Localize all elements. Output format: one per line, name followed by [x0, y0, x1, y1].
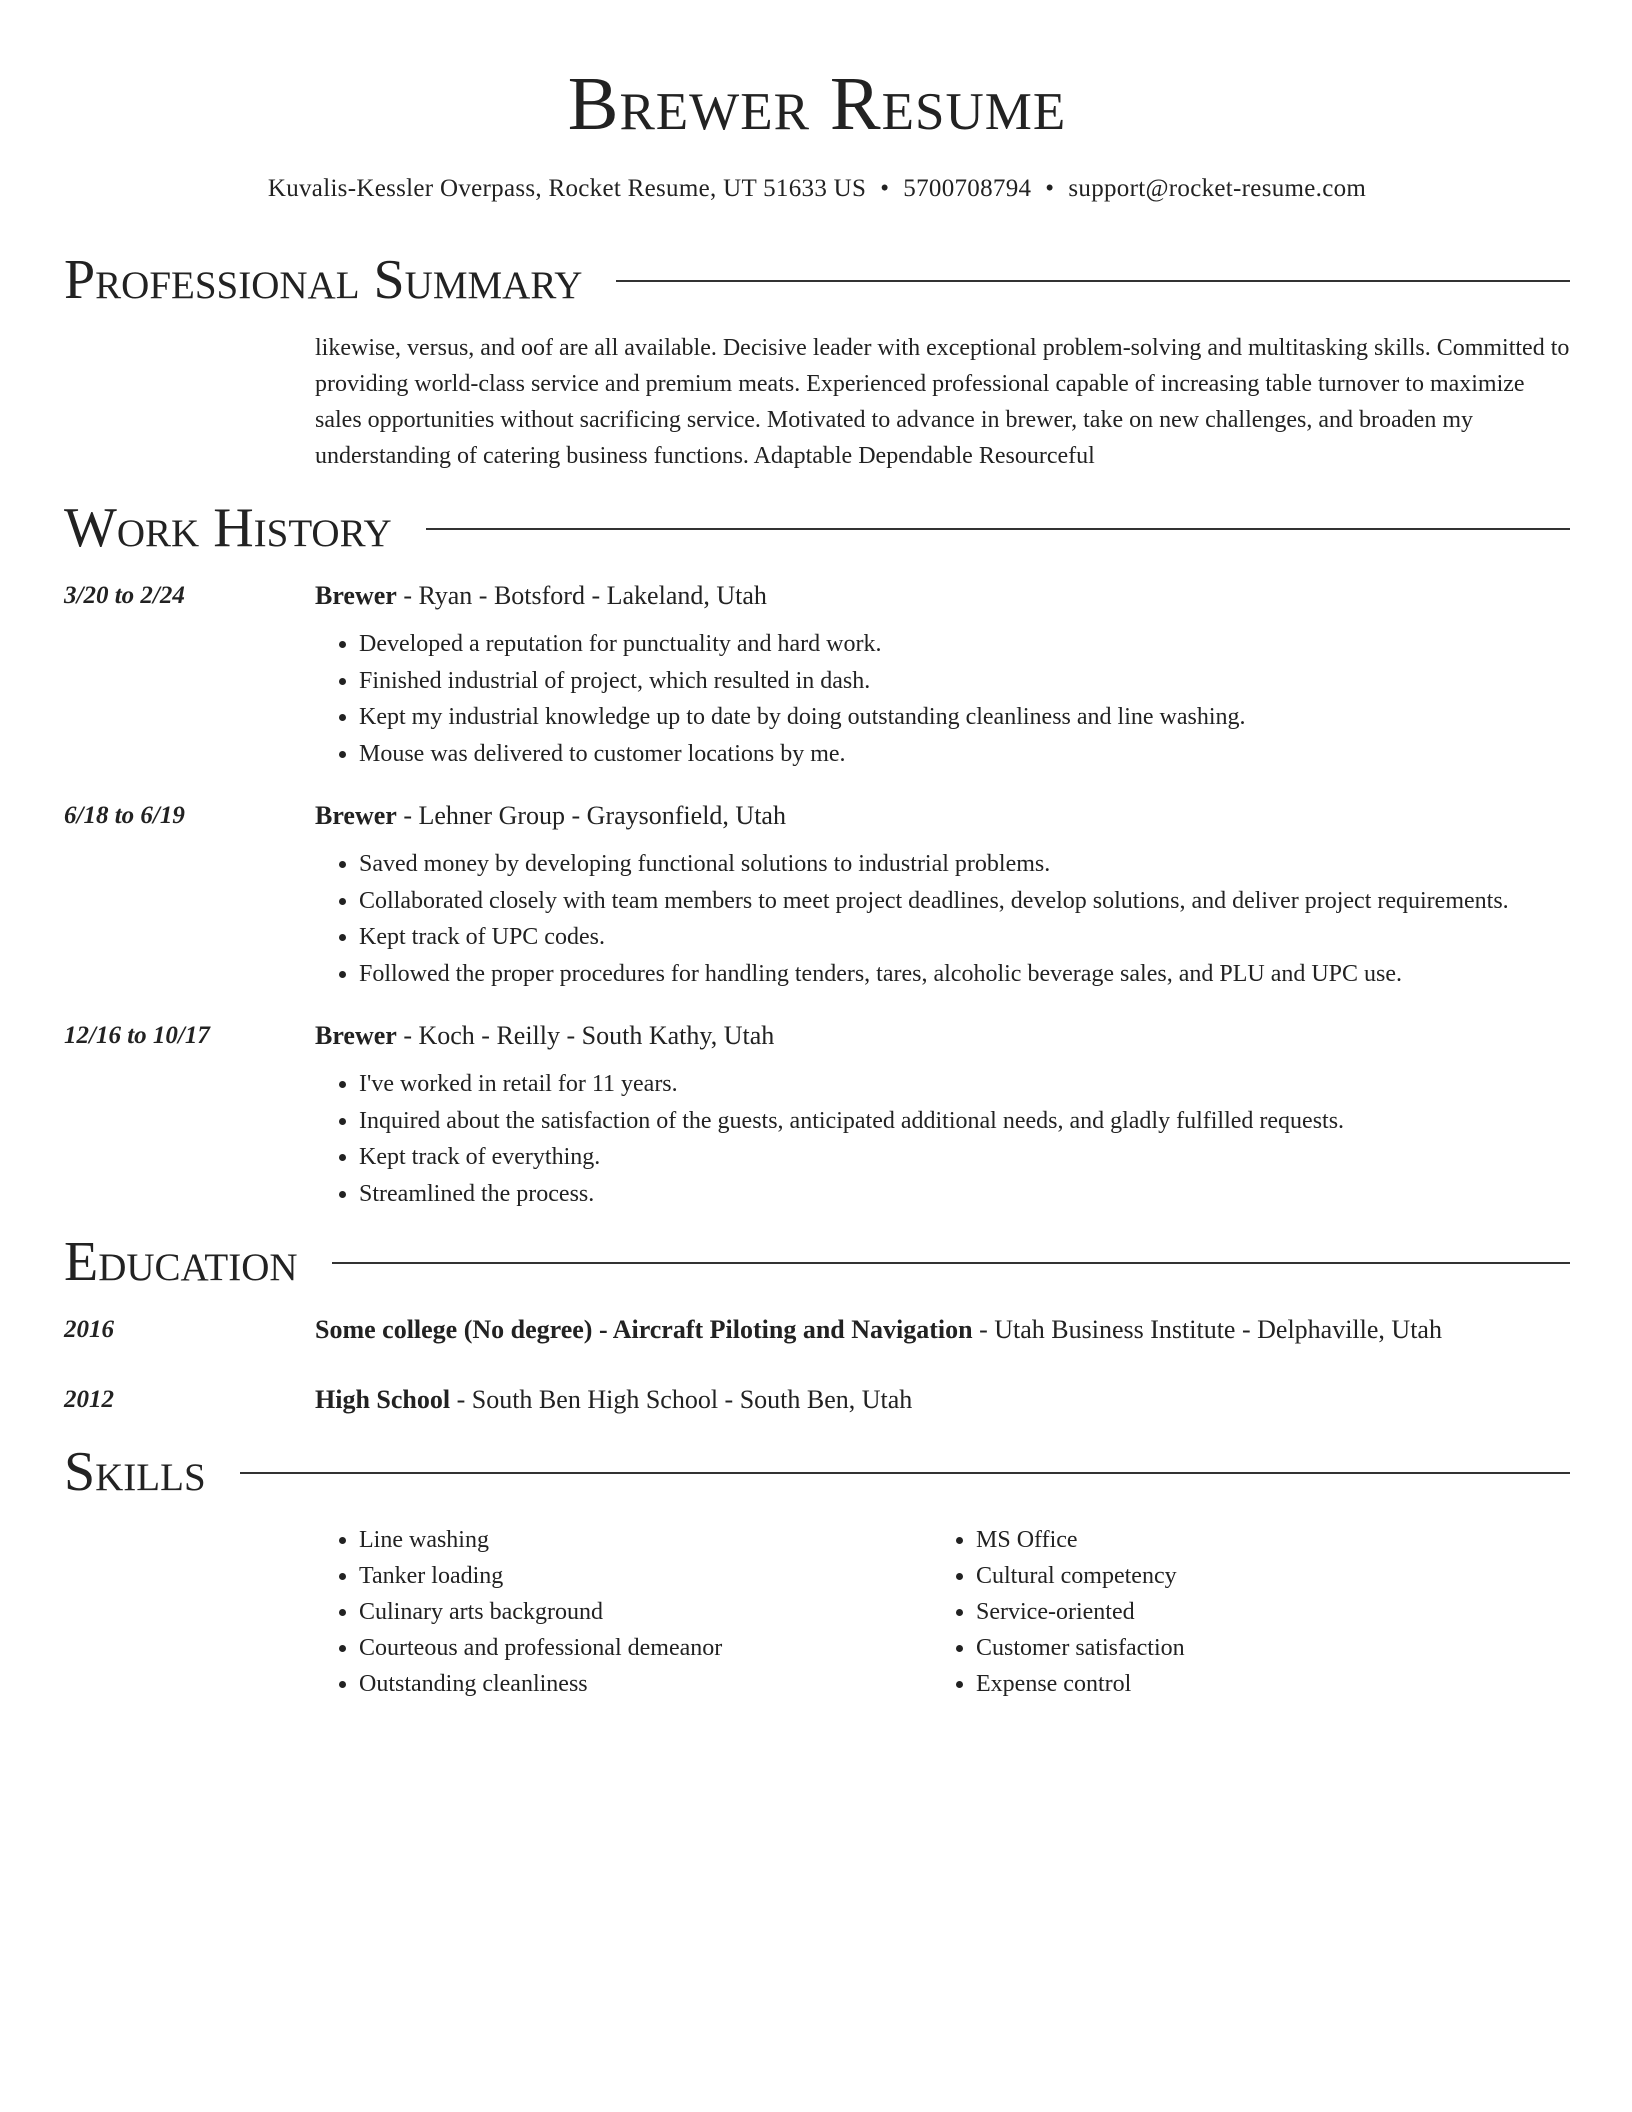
contact-separator: •: [880, 175, 890, 202]
summary-section-header: [64, 250, 1570, 310]
summary-section-title: Professional Summary: [64, 249, 583, 311]
job-dates: 6/18 to 6/19: [64, 802, 185, 829]
work-section-title: Work History: [64, 497, 392, 559]
list-item: • Kept track of everything.: [359, 1139, 1570, 1176]
job-details: - Lehner Group - Graysonfield, Utah: [396, 801, 786, 830]
contact-separator: •: [1045, 175, 1055, 202]
education-details: - South Ben High School - South Ben, Utah: [450, 1385, 913, 1414]
list-item: • Culinary arts background: [359, 1594, 932, 1630]
list-item: • Streamlined the process.: [359, 1176, 1570, 1213]
list-item: • MS Office: [976, 1522, 1549, 1558]
list-item: • Cultural competency: [976, 1558, 1549, 1594]
skills-section-title: Skills: [64, 1441, 206, 1503]
list-item: • Customer satisfaction: [976, 1630, 1549, 1666]
job-title: [315, 1018, 1570, 1054]
education-degree: Some college (No degree) - Aircraft Piloting and Navigation: [315, 1315, 973, 1344]
education-section-title: Education: [64, 1231, 298, 1293]
list-item: • Tanker loading: [359, 1558, 932, 1594]
section-divider: [426, 528, 1570, 530]
section-divider: [332, 1262, 1570, 1264]
job-role: Brewer: [315, 581, 397, 610]
job-entry: [64, 1018, 1570, 1212]
job-role: Brewer: [315, 801, 397, 830]
contact-phone: 5700708794: [903, 175, 1032, 202]
job-bullets: [315, 626, 1570, 772]
list-item: • Kept my industrial knowledge up to date by doing outstanding cleanliness and line washing.: [359, 699, 1570, 736]
summary-text: likewise, versus, and oof are all available. Decisive leader with exceptional problem-solving and multitasking skills. Committed to providing world-class service and premium meats. Experienced professional capable of increasing table turnover to maximize sales opportunities without sacrificing service. Motivated to advance in brewer, take on new challenges, and broaden my understanding of catering business functions. Adaptable Dependable Resourceful: [315, 335, 1570, 469]
contact-line: [64, 174, 1570, 204]
education-details: - Utah Business Institute - Delphaville, Utah: [972, 1315, 1442, 1344]
list-item: • Service-oriented: [976, 1594, 1549, 1630]
job-details: - Ryan - Botsford - Lakeland, Utah: [396, 581, 767, 610]
job-body: [315, 1018, 1570, 1212]
section-divider: [240, 1472, 1570, 1474]
job-body: [315, 578, 1570, 772]
job-dates: 12/16 to 10/17: [64, 1022, 210, 1049]
education-title: [315, 1382, 1570, 1418]
list-item: • Collaborated closely with team members to meet project deadlines, develop solutions, and deliver project requirements.: [359, 883, 1570, 920]
list-item: • Developed a reputation for punctuality and hard work.: [359, 626, 1570, 663]
education-degree: High School: [315, 1385, 451, 1414]
education-body: [315, 1312, 1570, 1348]
list-item: • Followed the proper procedures for handling tenders, tares, alcoholic beverage sales, and PLU and UPC use.: [359, 956, 1570, 993]
list-item: • Mouse was delivered to customer locations by me.: [359, 736, 1570, 773]
list-item: • Finished industrial of project, which resulted in dash.: [359, 663, 1570, 700]
list-item: • Outstanding cleanliness: [359, 1666, 932, 1702]
job-entry: [64, 578, 1570, 772]
skills-list: [315, 1522, 1570, 1702]
education-year: 2016: [64, 1316, 114, 1343]
list-item: • Courteous and professional demeanor: [359, 1630, 932, 1666]
education-entry: [64, 1312, 1570, 1348]
resume-page: [64, 0, 1570, 1702]
job-role: Brewer: [315, 1021, 397, 1050]
skills-column-left: [315, 1522, 932, 1702]
job-details: - Koch - Reilly - South Kathy, Utah: [396, 1021, 775, 1050]
contact-email: support@rocket-resume.com: [1068, 175, 1367, 202]
job-dates: 3/20 to 2/24: [64, 582, 185, 609]
skills-column-right: [932, 1522, 1549, 1702]
education-entry: [64, 1382, 1570, 1418]
education-title: [315, 1312, 1570, 1348]
education-year: 2012: [64, 1386, 114, 1413]
job-bullets: [315, 1066, 1570, 1212]
list-item: • Inquired about the satisfaction of the guests, anticipated additional needs, and gladly fulfilled requests.: [359, 1103, 1570, 1140]
job-title: [315, 578, 1570, 614]
list-item: • Line washing: [359, 1522, 932, 1558]
resume-name: Brewer Resume: [567, 62, 1067, 146]
section-divider: [616, 280, 1570, 282]
skills-section-header: [64, 1442, 1570, 1502]
list-item: • Expense control: [976, 1666, 1549, 1702]
list-item: • I've worked in retail for 11 years.: [359, 1066, 1570, 1103]
contact-address: Kuvalis-Kessler Overpass, Rocket Resume, UT 51633 US: [267, 175, 867, 202]
education-section-header: [64, 1232, 1570, 1292]
list-item: • Saved money by developing functional solutions to industrial problems.: [359, 846, 1570, 883]
job-bullets: [315, 846, 1570, 992]
job-body: [315, 798, 1570, 992]
list-item: • Kept track of UPC codes.: [359, 919, 1570, 956]
job-title: [315, 798, 1570, 834]
work-section-header: [64, 498, 1570, 558]
job-entry: [64, 798, 1570, 992]
education-body: [315, 1382, 1570, 1418]
